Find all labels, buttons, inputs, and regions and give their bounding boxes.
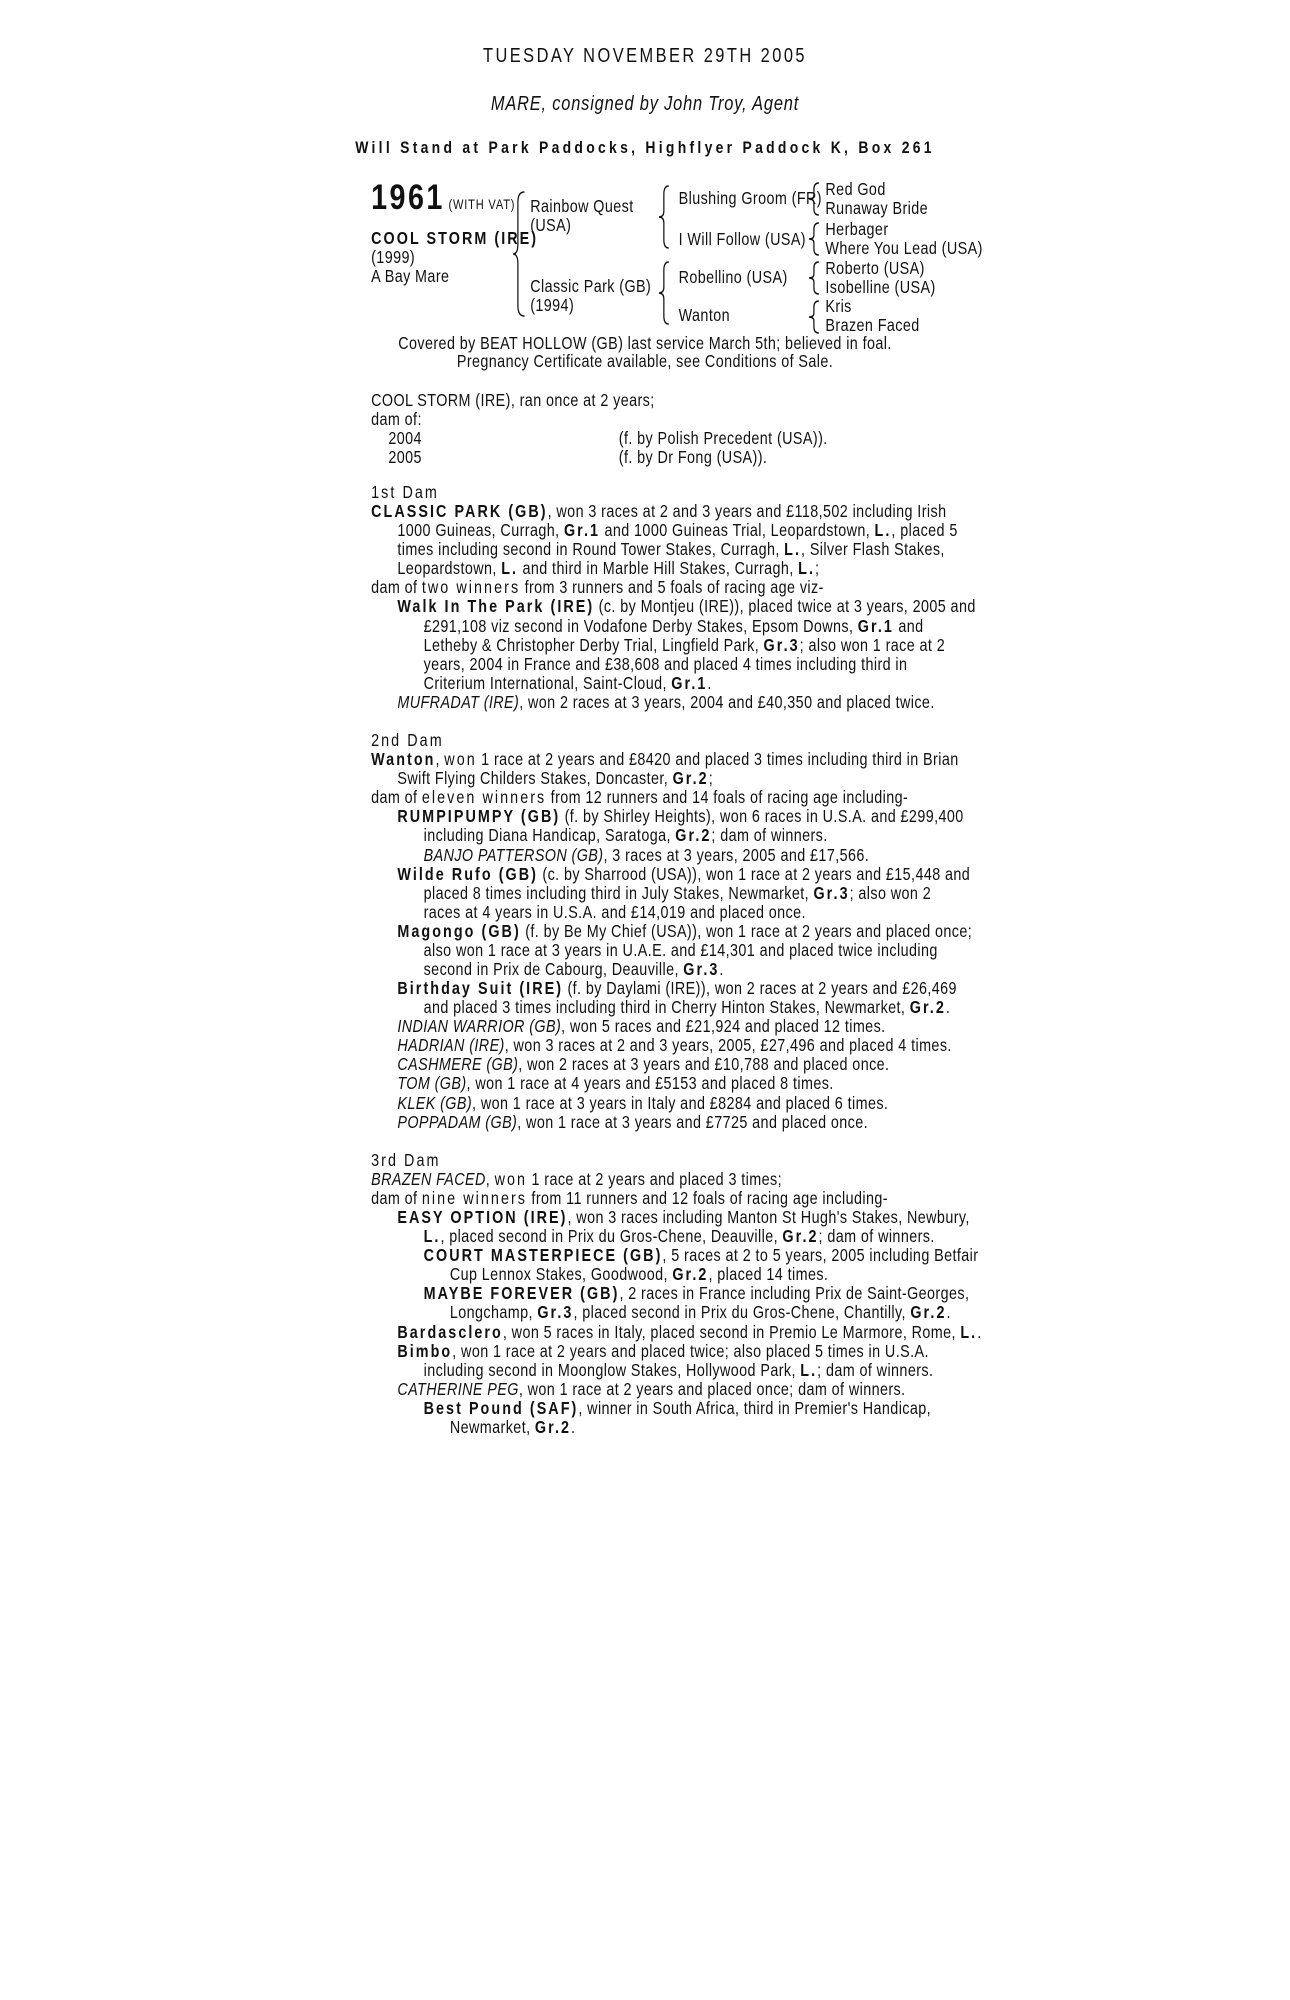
text-run: . — [977, 1321, 982, 1342]
text-run: £291,108 viz second in Vodafone Derby Stakes, Epsom Downs, — [423, 615, 858, 636]
text-run: ; dam of winners. — [711, 825, 828, 846]
text-run: also won 1 race at 3 years in U.A.E. and £14,301 and placed twice including — [423, 939, 938, 960]
stand-location: Will Stand at Park Paddocks, Highflyer Paddock K, Box 261 — [355, 138, 935, 157]
pedigree-gen3-7: Kris — [825, 296, 852, 316]
sale-date: TUESDAY NOVEMBER 29TH 2005 — [482, 45, 808, 67]
catalogue-line — [424, 1283, 970, 1304]
bold-text: Gr.1 — [563, 520, 601, 541]
text-run: , won 5 races in Italy, placed second in Premio Le Marmore, Rome, — [502, 1321, 961, 1342]
text-run: dam of — [371, 1187, 422, 1208]
text-run: , won 3 races including Manton St Hugh's Stakes, Newbury, — [567, 1207, 970, 1228]
bold-text: Magongo (GB) — [397, 920, 521, 941]
pedigree-brace-dam — [659, 260, 670, 326]
bold-text: Bimbo — [397, 1340, 453, 1361]
bold-text: Gr.2 — [909, 997, 946, 1018]
text-run: , won 5 races and £21,924 and placed 12 times. — [561, 1016, 886, 1037]
horse-description: A Bay Mare — [371, 266, 450, 286]
text-run: , won 3 races at 2 and 3 years, 2005, £27,496 and placed 4 times. — [504, 1035, 952, 1056]
spaced-text: won — [444, 749, 477, 770]
horse-name: COOL STORM (IRE) — [371, 228, 539, 248]
bold-text: Wilde Rufo (GB) — [397, 863, 538, 884]
text-run: (f. by Shirley Heights), won 6 races in U.S.A. and £299,400 — [560, 806, 964, 827]
italic-text: TOM (GB) — [397, 1073, 467, 1094]
text-run: placed 8 times including third in July Stakes, Newmarket, — [423, 882, 814, 903]
horse-year: (1999) — [371, 247, 416, 267]
catalogue-line — [424, 825, 828, 846]
catalogue-line — [397, 1054, 889, 1075]
catalogue-line — [371, 1150, 440, 1171]
pedigree-gen3-5: Roberto (USA) — [825, 258, 925, 278]
produce-intro: COOL STORM (IRE), ran once at 2 years; — [371, 390, 655, 410]
catalogue-line — [371, 1169, 782, 1190]
catalogue-line — [397, 1207, 969, 1228]
text-run: , 5 races at 2 to 5 years, 2005 including Betfair — [662, 1245, 979, 1266]
text-run: Cup Lennox Stakes, Goodwood, — [449, 1264, 673, 1285]
pedigree-sire: Rainbow Quest — [530, 196, 634, 216]
catalogue-line — [450, 1417, 576, 1438]
text-run: , won 2 races at 3 years and £10,788 and placed once. — [518, 1054, 890, 1075]
pedigree-gen3-8: Brazen Faced — [825, 315, 920, 335]
catalogue-line — [424, 1398, 931, 1419]
lot-heading — [371, 178, 515, 218]
text-run: from 11 runners and 12 foals of racing age including- — [527, 1187, 888, 1208]
text-run: times including second in Round Tower Stakes, Curragh, — [397, 539, 785, 560]
catalogue-line — [397, 978, 957, 999]
bold-text: Gr.3 — [813, 882, 850, 903]
text-run: , — [435, 749, 445, 770]
catalogue-line — [424, 654, 908, 675]
bold-text: L. — [960, 1321, 978, 1342]
catalogue-line — [424, 1226, 935, 1247]
text-run: races at 4 years in U.S.A. and £14,019 and placed once. — [423, 901, 806, 922]
catalogue-line — [397, 1093, 888, 1114]
text-run: ; dam of winners. — [818, 1226, 935, 1247]
catalogue-line — [424, 635, 946, 656]
text-run: , placed second in Prix du Gros-Chene, Chantilly, — [573, 1302, 911, 1323]
catalogue-line — [371, 501, 946, 522]
bold-text: Gr.2 — [534, 1416, 572, 1437]
catalogue-line — [424, 959, 724, 980]
pedigree-sire-dam: I Will Follow (USA) — [678, 229, 807, 249]
italic-text: BRAZEN FACED — [371, 1168, 486, 1189]
spaced-text: two winners — [421, 577, 521, 598]
pedigree-gen3-6: Isobelline (USA) — [825, 277, 936, 297]
produce-note: (f. by Dr Fong (USA)). — [618, 447, 768, 467]
pedigree-brace-sire — [659, 184, 670, 250]
text-run: , placed 14 times. — [708, 1264, 829, 1285]
catalogue-line — [424, 616, 924, 637]
catalogue-line — [397, 520, 957, 541]
catalogue-line — [397, 1016, 885, 1037]
pedigree-gen3-4: Where You Lead (USA) — [825, 238, 983, 258]
catalogue-line — [397, 864, 970, 885]
spaced-text: eleven winners — [421, 787, 547, 808]
bold-text: Gr.3 — [763, 634, 800, 655]
catalogue-line — [424, 845, 870, 866]
pedigree-dam-dam: Wanton — [678, 305, 731, 325]
bold-text: Birthday Suit (IRE) — [397, 978, 564, 999]
catalogue-line — [424, 1245, 979, 1266]
italic-text: HADRIAN (IRE) — [397, 1035, 505, 1056]
vat-note: (WITH VAT) — [448, 197, 516, 212]
italic-text: CATHERINE PEG — [397, 1378, 519, 1399]
catalogue-line — [371, 577, 824, 598]
bold-text: Gr.1 — [671, 672, 708, 693]
pedigree-gen3-2: Runaway Bride — [825, 198, 929, 218]
catalogue-line — [397, 558, 819, 579]
italic-text: POPPADAM (GB) — [397, 1111, 518, 1132]
text-run: Swift Flying Childers Stakes, Doncaster, — [397, 768, 673, 789]
bold-text: Best Pound (SAF) — [423, 1397, 579, 1418]
catalogue-line — [424, 883, 932, 904]
italic-text: CASHMERE (GB) — [397, 1054, 519, 1075]
catalogue-line — [424, 1360, 934, 1381]
pregnancy-line: Pregnancy Certificate available, see Conditions of Sale. — [456, 351, 834, 371]
text-run: second in Prix de Cabourg, Deauville, — [423, 959, 684, 979]
bold-text: Gr.3 — [683, 959, 720, 979]
catalogue-line — [371, 482, 439, 503]
consignment-line: MARE, consigned by John Troy, Agent — [490, 93, 800, 115]
bold-text: L. — [798, 558, 815, 579]
catalogue-line — [424, 940, 938, 961]
text-run: , won 2 races at 3 years, 2004 and £40,350 and placed twice. — [519, 691, 935, 712]
text-run: Letheby & Christopher Derby Trial, Lingfield Park, — [423, 634, 764, 655]
bold-text: L. — [784, 539, 802, 560]
lot-number: 1961 — [371, 178, 445, 217]
text-run: . — [946, 1302, 951, 1323]
text-run: Longchamp, — [449, 1302, 538, 1323]
text-run: 1 race at 2 years and £8420 and placed 3 times including third in Brian — [476, 749, 959, 770]
text-run: and placed 3 times including third in Cherry Hinton Stakes, Newmarket, — [423, 997, 910, 1018]
catalogue-line — [397, 806, 963, 827]
catalogue-line — [371, 787, 908, 808]
catalogue-line — [397, 768, 713, 789]
text-run: dam of — [371, 577, 422, 598]
spaced-text: won — [494, 1168, 528, 1189]
text-run: including second in Moonglow Stakes, Hollywood Park, — [423, 1359, 801, 1380]
text-run: and 1000 Guineas Trial, Leopardstown, — [600, 520, 875, 541]
text-run: . — [571, 1416, 576, 1437]
text-run: , 3 races at 3 years, 2005 and £17,566. — [603, 844, 870, 865]
text-run: including Diana Handicap, Saratoga, — [423, 825, 676, 846]
text-run: , won 3 races at 2 and 3 years and £118,502 including Irish — [547, 501, 947, 522]
covered-line: Covered by BEAT HOLLOW (GB) last service March 5th; believed in foal. — [398, 333, 892, 353]
catalogue-line — [397, 1379, 905, 1400]
bold-text: CLASSIC PARK (GB) — [371, 501, 548, 522]
catalogue-line — [397, 1112, 868, 1133]
text-run: (f. by Be My Chief (USA)), won 1 race at 2 years and placed once; — [520, 920, 973, 941]
text-run: (c. by Sharrood (USA)), won 1 race at 2 years and £15,448 and — [537, 863, 971, 884]
bold-text: Gr.2 — [910, 1302, 947, 1323]
bold-text: Gr.1 — [857, 615, 894, 636]
italic-text: INDIAN WARRIOR (GB) — [397, 1016, 562, 1037]
italic-text: MUFRADAT (IRE) — [397, 691, 520, 712]
pedigree-dam: Classic Park (GB) — [530, 276, 652, 296]
text-run: from 12 runners and 14 foals of racing age including- — [546, 787, 909, 808]
text-run: (f. by Daylami (IRE)), won 2 races at 2 years and £26,469 — [563, 978, 957, 999]
catalogue-line — [397, 596, 975, 617]
text-run: ; — [708, 768, 714, 789]
text-run: Newmarket, — [449, 1416, 535, 1437]
spaced-text: 1st Dam — [371, 482, 439, 502]
catalogue-line — [397, 1322, 981, 1343]
text-run: . — [945, 997, 951, 1018]
pedigree-brace-sd — [809, 221, 820, 257]
pedigree-dam-year: (1994) — [530, 295, 575, 315]
text-run: 1000 Guineas, Curragh, — [397, 520, 564, 541]
text-run: . — [719, 959, 724, 979]
bold-text: Wanton — [371, 749, 436, 770]
bold-text: MAYBE FOREVER (GB) — [423, 1283, 620, 1304]
italic-text: KLEK (GB) — [397, 1092, 473, 1113]
text-run: Criterium International, Saint-Cloud, — [423, 672, 672, 693]
bold-text: Gr.2 — [672, 768, 709, 789]
text-run: , placed second in Prix du Gros-Chene, Deauville, — [440, 1226, 783, 1247]
pedigree-brace-ds — [809, 260, 820, 296]
italic-text: BANJO PATTERSON (GB) — [423, 844, 604, 865]
catalogue-line — [371, 730, 444, 751]
text-run: , winner in South Africa, third in Premier's Handicap, — [578, 1397, 932, 1418]
catalogue-line — [371, 1188, 888, 1209]
catalogue-line — [397, 1073, 833, 1094]
produce-dam-of: dam of: — [371, 409, 422, 429]
bold-text: L. — [800, 1359, 818, 1380]
pedigree-dam-sire: Robellino (USA) — [678, 267, 788, 287]
bold-text: EASY OPTION (IRE) — [397, 1207, 568, 1228]
text-run: , won 1 race at 3 years and £7725 and placed once. — [517, 1111, 869, 1132]
text-run: , placed 5 — [891, 520, 958, 541]
spaced-text: nine winners — [421, 1187, 528, 1208]
spaced-text: 2nd Dam — [371, 730, 444, 751]
catalogue-line — [450, 1302, 951, 1323]
catalogue-line — [397, 1035, 951, 1056]
pedigree-brace-dd — [809, 299, 820, 335]
text-run: , Silver Flash Stakes, — [801, 539, 945, 560]
text-run: and — [893, 615, 924, 636]
catalogue-line — [424, 902, 806, 923]
pedigree-gen3-3: Herbager — [825, 219, 889, 239]
bold-text: Bardasclero — [397, 1321, 503, 1342]
text-run: , won 1 race at 2 years and placed once; dam of winners. — [518, 1378, 906, 1399]
text-run: ; also won 2 — [849, 882, 932, 903]
catalogue-page — [116, 0, 1174, 2000]
bold-text: L. — [874, 520, 892, 541]
bold-text: Walk In The Park (IRE) — [397, 596, 595, 617]
text-run: years, 2004 in France and £38,608 and placed 4 times including third in — [423, 653, 908, 674]
text-run: dam of — [371, 787, 422, 808]
pedigree-brace-main — [513, 190, 528, 318]
produce-note: (f. by Polish Precedent (USA)). — [618, 428, 828, 448]
bold-text: Gr.3 — [537, 1302, 574, 1323]
text-run: and third in Marble Hill Stakes, Curragh, — [518, 558, 799, 579]
text-run: (c. by Montjeu (IRE)), placed twice at 3 years, 2005 and — [594, 596, 976, 617]
bold-text: Gr.2 — [672, 1264, 709, 1285]
produce-year: 2004 — [388, 428, 422, 448]
catalogue-line — [450, 1264, 828, 1285]
text-run: , won 1 race at 2 years and placed twice; also placed 5 times in U.S.A. — [452, 1340, 929, 1361]
catalogue-line — [371, 749, 958, 770]
text-run: from 3 runners and 5 foals of racing age viz- — [520, 577, 824, 598]
bold-text: Gr.2 — [675, 825, 712, 846]
catalogue-line — [397, 692, 934, 713]
spaced-text: 3rd Dam — [371, 1149, 441, 1170]
pedigree-sire-sire: Blushing Groom (FR) — [678, 188, 822, 208]
pedigree-sire-country: (USA) — [530, 215, 572, 235]
text-run: . — [707, 672, 712, 693]
text-run: , 2 races in France including Prix de Saint-Georges, — [619, 1283, 970, 1304]
catalogue-line — [397, 539, 944, 560]
produce-year: 2005 — [388, 447, 422, 467]
text-run: , — [485, 1168, 495, 1189]
pedigree-gen3-1: Red God — [825, 179, 886, 199]
text-run: Leopardstown, — [397, 558, 502, 579]
text-run: 1 race at 2 years and placed 3 times; — [527, 1168, 782, 1189]
text-run: , won 1 race at 3 years in Italy and £8284 and placed 6 times. — [472, 1092, 889, 1113]
bold-text: Gr.2 — [782, 1226, 819, 1247]
text-run: ; — [814, 558, 820, 579]
text-run: ; dam of winners. — [817, 1359, 934, 1380]
bold-text: RUMPIPUMPY (GB) — [397, 806, 561, 827]
bold-text: COURT MASTERPIECE (GB) — [423, 1245, 663, 1266]
catalogue-line — [397, 921, 972, 942]
text-run: , won 1 race at 4 years and £5153 and placed 8 times. — [466, 1073, 834, 1094]
text-run: ; also won 1 race at 2 — [799, 634, 946, 655]
catalogue-line — [424, 997, 951, 1018]
catalogue-line — [424, 673, 712, 694]
catalogue-line — [397, 1341, 928, 1362]
bold-text: L. — [501, 558, 519, 579]
bold-text: L. — [423, 1226, 441, 1247]
